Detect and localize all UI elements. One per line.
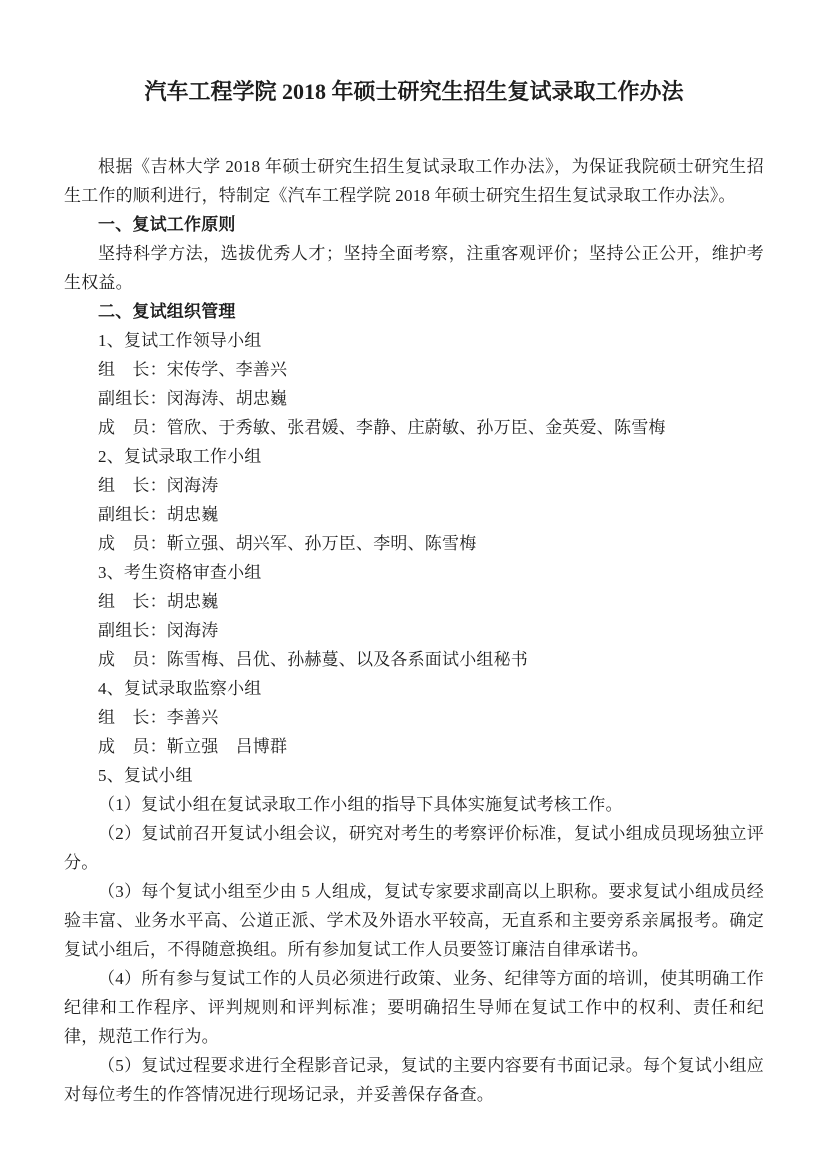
roster-line-group4-title: 4、复试录取监察小组 <box>98 679 262 698</box>
sub-item-paragraph-3: （3）每个复试小组至少由 5 人组成，复试专家要求副高以上职称。要求复试小组成员经验丰富、业务水平高、公道正派、学术及外语水平较高，无直系和主要旁系亲属报考。确定复试小组后，不得随意换组。所有参加复试工作人员要签订廉洁自律承诺书。 <box>64 882 764 959</box>
roster-line-group1-leader: 组 长：宋传学、李善兴 <box>98 360 288 379</box>
intro-paragraph: 根据《吉林大学 2018 年硕士研究生招生复试录取工作办法》，为保证我院硕士研究生招生工作的顺利进行，特制定《汽车工程学院 2018 年硕士研究生招生复试录取工作办法》。 <box>64 157 764 205</box>
roster-line-group1-title: 1、复试工作领导小组 <box>98 331 262 350</box>
roster-line-group2-members: 成 员：靳立强、胡兴军、孙万臣、李明、陈雪梅 <box>98 534 477 553</box>
roster-line-group1-deputy: 副组长：闵海涛、胡忠巍 <box>98 389 288 408</box>
roster-line-group3-leader: 组 长：胡忠巍 <box>98 592 219 611</box>
sub-item-paragraph-5: （5）复试过程要求进行全程影音记录，复试的主要内容要有书面记录。每个复试小组应对每位考生的作答情况进行现场记录，并妥善保存备查。 <box>64 1056 764 1104</box>
sub-item-paragraph-2: （2）复试前召开复试小组会议，研究对考生的考察评价标准，复试小组成员现场独立评分。 <box>64 824 764 872</box>
roster-line-group4-leader: 组 长：李善兴 <box>98 708 219 727</box>
sub-item-list <box>64 790 764 1109</box>
section-1-heading: 一、复试工作原则 <box>98 215 236 234</box>
roster-line-group4-members: 成 员：靳立强 吕博群 <box>98 737 288 756</box>
roster-line-group2-title: 2、复试录取工作小组 <box>98 447 262 466</box>
roster-list <box>64 326 764 790</box>
document-title: 汽车工程学院 2018 年硕士研究生招生复试录取工作办法 <box>144 79 684 104</box>
section-2-heading: 二、复试组织管理 <box>98 302 236 321</box>
sub-item-paragraph-1: （1）复试小组在复试录取工作小组的指导下具体实施复试考核工作。 <box>98 795 623 814</box>
roster-line-group3-members: 成 员：陈雪梅、吕优、孙赫蔓、以及各系面试小组秘书 <box>98 650 528 669</box>
roster-line-group2-deputy: 副组长：胡忠巍 <box>98 505 219 524</box>
sub-item-paragraph-4: （4）所有参与复试工作的人员必须进行政策、业务、纪律等方面的培训，使其明确工作纪律和工作程序、评判规则和评判标准；要明确招生导师在复试工作中的权利、责任和纪律，规范工作行为。 <box>64 969 764 1046</box>
roster-line-group2-leader: 组 长：闵海涛 <box>98 476 219 495</box>
roster-line-group3-title: 3、考生资格审查小组 <box>98 563 262 582</box>
roster-line-group5-title: 5、复试小组 <box>98 766 193 785</box>
roster-line-group1-members: 成 员：管欣、于秀敏、张君媛、李静、庄蔚敏、孙万臣、金英爱、陈雪梅 <box>98 418 666 437</box>
roster-line-group3-deputy: 副组长：闵海涛 <box>98 621 219 640</box>
section-1-body: 坚持科学方法，选拔优秀人才；坚持全面考察，注重客观评价；坚持公正公开，维护考生权益。 <box>64 244 764 292</box>
